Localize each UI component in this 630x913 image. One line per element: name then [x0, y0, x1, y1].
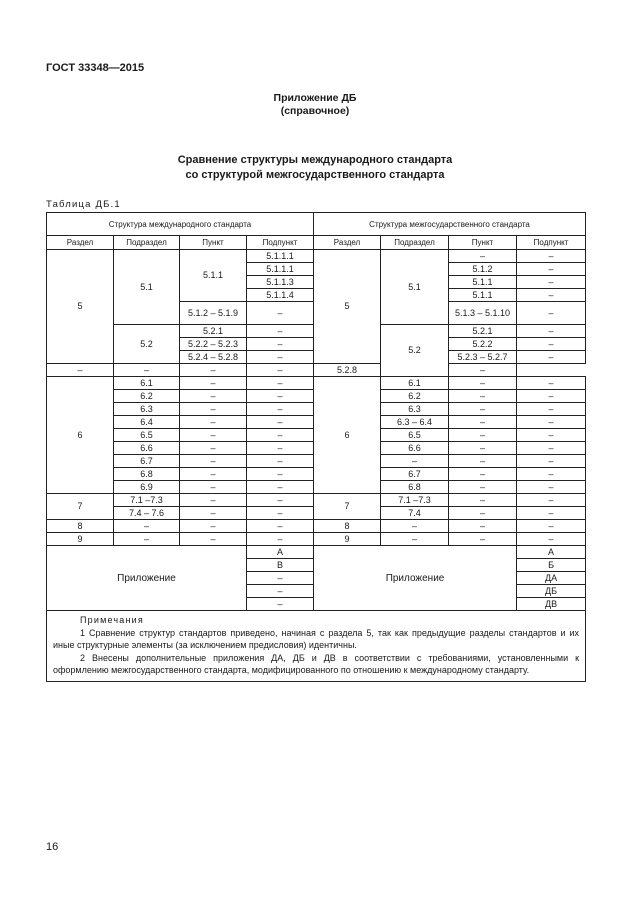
- table-cell: –: [517, 263, 586, 276]
- table-cell: –: [449, 533, 517, 546]
- table-cell: –: [517, 533, 586, 546]
- table-cell: –: [180, 481, 247, 494]
- table-cell: 5.2.1: [180, 325, 247, 338]
- table-cell: –: [517, 338, 586, 351]
- table-cell: 5.1.1.4: [247, 289, 314, 302]
- table-cell: –: [247, 302, 314, 325]
- table-cell: –: [180, 364, 247, 377]
- table-cell: –: [180, 390, 247, 403]
- table-cell: –: [449, 364, 517, 377]
- table-cell: 7.4: [381, 507, 449, 520]
- table-cell: 6.3 – 6.4: [381, 416, 449, 429]
- table-cell: –: [247, 416, 314, 429]
- table-cell: 6.5: [114, 429, 180, 442]
- table-cell: 7.1 –7.3: [114, 494, 180, 507]
- table-cell: 5: [47, 250, 114, 364]
- table-cell: –: [47, 364, 114, 377]
- table-cell: –: [449, 429, 517, 442]
- table-cell: 8: [314, 520, 381, 533]
- col-header: Раздел: [47, 236, 114, 250]
- table-cell: –: [247, 442, 314, 455]
- table-cell: –: [517, 494, 586, 507]
- table-cell: –: [449, 481, 517, 494]
- table-cell: –: [247, 507, 314, 520]
- table-cell: 7: [314, 494, 381, 520]
- table-cell: 5.1.1.1: [247, 250, 314, 263]
- table-cell: B: [247, 559, 314, 572]
- table-cell: 5.1.1: [449, 276, 517, 289]
- table-cell: –: [449, 250, 517, 263]
- table-cell: 5.2.2 – 5.2.3: [180, 338, 247, 351]
- table-cell: –: [449, 416, 517, 429]
- table-cell: 6.7: [381, 468, 449, 481]
- table-cell: –: [180, 377, 247, 390]
- table-cell: –: [517, 403, 586, 416]
- table-cell: –: [247, 494, 314, 507]
- table-cell: –: [247, 533, 314, 546]
- table-cell: –: [247, 598, 314, 611]
- table-cell: 9: [314, 533, 381, 546]
- table-cell: А: [517, 546, 586, 559]
- table-cell: –: [247, 403, 314, 416]
- table-cell: –: [247, 325, 314, 338]
- note-1: 1 Сравнение структур стандартов приведено, начиная с раздела 5, так как предыдущие разделы стандартов и их иные структурные элементы (за исключением предисловия) идентичны.: [53, 627, 580, 650]
- note-2: 2 Внесены дополнительные приложения ДА, ДБ и ДВ в соответствии с требованиями, установленными к оформлению межгосударственного стандарта, модифицированного по отношению к международному стандарту.: [53, 652, 580, 675]
- table-cell: –: [517, 481, 586, 494]
- table-cell: –: [517, 390, 586, 403]
- table-cell: –: [180, 442, 247, 455]
- table-cell: 5: [314, 250, 381, 364]
- table-cell: 5.1.2: [449, 263, 517, 276]
- table-cell: 6.8: [381, 481, 449, 494]
- table-cell: 5.2.1: [449, 325, 517, 338]
- table-cell: –: [180, 416, 247, 429]
- table-cell: –: [247, 520, 314, 533]
- table-cell: –: [247, 481, 314, 494]
- table-cell: –: [517, 289, 586, 302]
- table-cell: –: [247, 585, 314, 598]
- table-cell: –: [449, 442, 517, 455]
- table-cell: –: [247, 468, 314, 481]
- table-cell: –: [247, 429, 314, 442]
- table-cell: –: [517, 455, 586, 468]
- table-cell: –: [180, 429, 247, 442]
- col-header: Пункт: [180, 236, 247, 250]
- col-header: Раздел: [314, 236, 381, 250]
- table-cell: –: [180, 468, 247, 481]
- table-cell: 6.4: [114, 416, 180, 429]
- table-cell: –: [517, 416, 586, 429]
- table-cell: –: [247, 377, 314, 390]
- header-intl: Структура международного стандарта: [47, 213, 314, 236]
- col-header: Подпункт: [517, 236, 586, 250]
- table-cell: 5.1: [114, 250, 180, 325]
- table-cell: 7: [47, 494, 114, 520]
- comparison-title: [0, 153, 630, 183]
- table-cell: 7.1 –7.3: [381, 494, 449, 507]
- table-cell: ДБ: [517, 585, 586, 598]
- table-cell: 5.1.3 – 5.1.10: [449, 302, 517, 325]
- table-cell: –: [180, 533, 247, 546]
- table-cell: –: [381, 520, 449, 533]
- table-cell: –: [449, 494, 517, 507]
- table-cell: 5.1.1: [180, 250, 247, 302]
- appendix-label-interstate: Приложение: [314, 546, 517, 611]
- table-cell: –: [517, 442, 586, 455]
- table-cell: 6: [314, 377, 381, 494]
- table-cell: 7.4 – 7.6: [114, 507, 180, 520]
- table-cell: 5.1.2 – 5.1.9: [180, 302, 247, 325]
- table-cell: –: [180, 403, 247, 416]
- table-cell: 8: [47, 520, 114, 533]
- table-cell: 6.2: [381, 390, 449, 403]
- table-cell: 6.9: [114, 481, 180, 494]
- table-cell: –: [517, 302, 586, 325]
- table-cell: –: [114, 520, 180, 533]
- table-cell: –: [517, 250, 586, 263]
- col-header: Подраздел: [114, 236, 180, 250]
- comparison-title-line1: Сравнение структуры международного стандарта: [177, 154, 453, 166]
- table-cell: Б: [517, 559, 586, 572]
- table-cell: 9: [47, 533, 114, 546]
- table-cell: –: [449, 520, 517, 533]
- table-cell: –: [247, 390, 314, 403]
- header-interstate: Структура межгосударственного стандарта: [314, 213, 586, 236]
- table-cell: 5.2: [114, 325, 180, 364]
- table-cell: 6.1: [114, 377, 180, 390]
- table-cell: –: [114, 364, 180, 377]
- table-cell: –: [517, 468, 586, 481]
- table-cell: –: [517, 429, 586, 442]
- table-cell: 6: [47, 377, 114, 494]
- table-cell: 5.1: [381, 250, 449, 325]
- annex-subtitle: (справочное): [280, 105, 350, 117]
- table-cell: 5.1.1.1: [247, 263, 314, 276]
- table-cell: –: [381, 455, 449, 468]
- table-cell: 5.1.1: [449, 289, 517, 302]
- table-cell: –: [247, 351, 314, 364]
- table-cell: 5.2.3 – 5.2.7: [449, 351, 517, 364]
- table-cell: ДВ: [517, 598, 586, 611]
- structure-comparison-table: [46, 212, 586, 682]
- table-cell: –: [517, 325, 586, 338]
- appendix-label-intl: Приложение: [47, 546, 247, 611]
- table-cell: –: [180, 494, 247, 507]
- col-header: Пункт: [449, 236, 517, 250]
- table-cell: 6.2: [114, 390, 180, 403]
- table-cell: –: [517, 377, 586, 390]
- table-cell: –: [517, 276, 586, 289]
- table-cell: –: [114, 533, 180, 546]
- table-cell: –: [247, 455, 314, 468]
- table-cell: 5.2.2: [449, 338, 517, 351]
- col-header: Подраздел: [381, 236, 449, 250]
- table-cell: –: [247, 572, 314, 585]
- table-cell: 6.6: [114, 442, 180, 455]
- table-cell: 5.2.4 – 5.2.8: [180, 351, 247, 364]
- table-cell: 6.6: [381, 442, 449, 455]
- table-cell: –: [449, 377, 517, 390]
- table-cell: 6.8: [114, 468, 180, 481]
- table-cell: 6.1: [381, 377, 449, 390]
- annex-title: Приложение ДБ: [273, 92, 357, 104]
- table-cell: –: [449, 403, 517, 416]
- table-cell: 6.5: [381, 429, 449, 442]
- table-cell: –: [517, 507, 586, 520]
- table-cell: 6.3: [114, 403, 180, 416]
- table-cell: –: [517, 351, 586, 364]
- table-cell: –: [247, 338, 314, 351]
- table-cell: –: [449, 455, 517, 468]
- col-header: Подпункт: [247, 236, 314, 250]
- table-cell: –: [517, 520, 586, 533]
- table-cell: 6.3: [381, 403, 449, 416]
- table-cell: 6.7: [114, 455, 180, 468]
- table-cell: –: [180, 455, 247, 468]
- document-code: ГОСТ 33348—2015: [46, 62, 145, 74]
- notes-heading: Примечания: [80, 615, 144, 625]
- table-label: Таблица ДБ.1: [46, 199, 121, 210]
- table-cell: –: [180, 507, 247, 520]
- table-cell: –: [449, 507, 517, 520]
- table-cell: 5.1.1.3: [247, 276, 314, 289]
- table-cell: 5.2.8: [314, 364, 381, 377]
- table-cell: –: [449, 468, 517, 481]
- page-number: 16: [46, 841, 59, 853]
- table-cell: ДА: [517, 572, 586, 585]
- table-cell: –: [381, 533, 449, 546]
- table-cell: A: [247, 546, 314, 559]
- table-cell: –: [180, 520, 247, 533]
- table-cell: –: [449, 390, 517, 403]
- table-cell: –: [247, 364, 314, 377]
- comparison-title-line2: со структурой межгосударственного стандарта: [185, 169, 445, 181]
- table-cell: 5.2: [381, 325, 449, 377]
- table-notes: [47, 611, 586, 682]
